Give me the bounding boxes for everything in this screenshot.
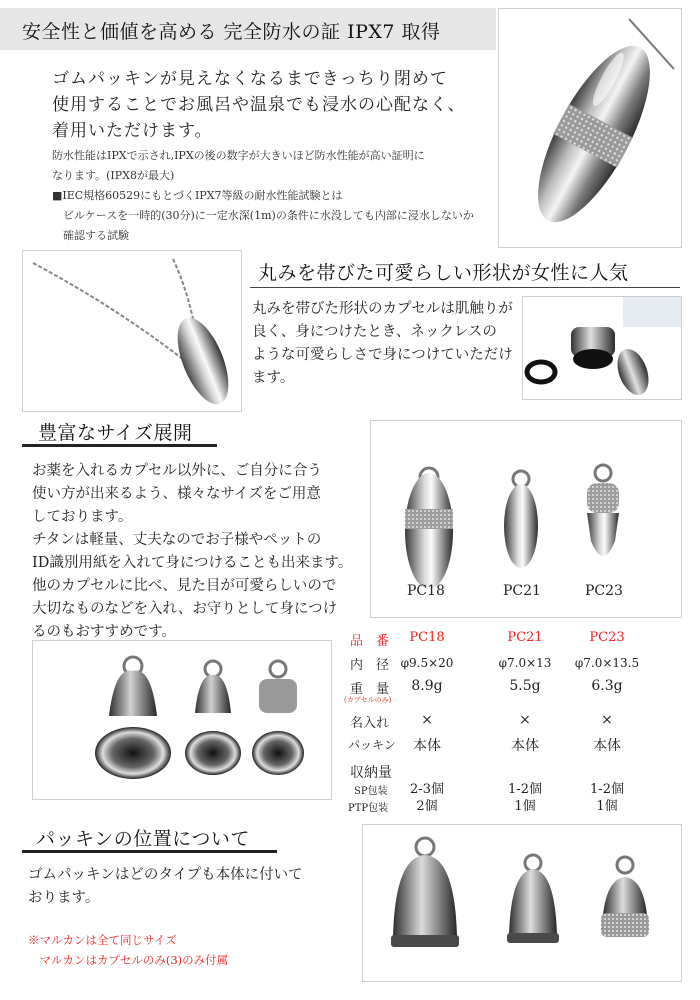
lead-line: ゴムパッキンが見えなくなるまできっちり閉めて bbox=[52, 69, 448, 89]
section4-notes bbox=[28, 930, 328, 970]
photo-label-pc18: PC18 bbox=[407, 583, 445, 599]
body-line: お薬を入れるカプセル以外に、ご自分に合う bbox=[32, 463, 322, 479]
note-line: 防水性能はIPXで示され,IPXの後の数字が大きいほど防水性能が高い証明に bbox=[52, 149, 425, 162]
spec-weight: 5.5g bbox=[509, 678, 541, 694]
section3-body bbox=[32, 460, 362, 644]
note-line: 確認する試験 bbox=[52, 229, 129, 242]
spec-sp: 1-2個 bbox=[590, 782, 624, 797]
spec-packing: 本体 bbox=[593, 738, 621, 754]
lead-line: 使用することでお風呂や温泉でも浸水の心配なく、 bbox=[52, 95, 466, 115]
spec-packing: 本体 bbox=[413, 738, 441, 754]
section2-body bbox=[252, 298, 527, 390]
body-line: チタンは軽量、丈夫なのでお子様やペットの bbox=[32, 532, 322, 548]
open-capsules-photo bbox=[32, 640, 332, 800]
section1-lead bbox=[52, 66, 482, 144]
spec-ptp: 1個 bbox=[514, 799, 536, 814]
body-line: 使い方が出来るよう、様々なサイズをご用意 bbox=[32, 486, 321, 502]
spec-name: × bbox=[519, 712, 531, 728]
spec-label-weight-sub: (カプセルのみ) bbox=[344, 696, 392, 704]
spec-label-name: 名入れ bbox=[350, 716, 390, 731]
body-line: ます。 bbox=[252, 370, 295, 386]
section3-heading: 豊富なサイズ展開 bbox=[38, 422, 193, 444]
spec-sp: 2-3個 bbox=[410, 782, 444, 797]
body-line: ような可愛らしさで身につけていただけ bbox=[252, 347, 513, 363]
necklace-photo bbox=[22, 250, 242, 412]
note-line: ※マルカンは全て同じサイズ bbox=[28, 933, 177, 947]
section4-heading: パッキンの位置について bbox=[36, 828, 250, 850]
spec-label-capacity: 収納量 bbox=[350, 765, 392, 781]
size-lineup-photo bbox=[370, 420, 682, 618]
photo-label-pc23: PC23 bbox=[585, 583, 623, 599]
lead-line: 着用いただけます。 bbox=[52, 121, 213, 141]
body-line: しております。 bbox=[32, 509, 133, 525]
body-line: おります。 bbox=[28, 890, 100, 906]
spec-label-model: 品 番 bbox=[350, 634, 390, 649]
spec-weight: 8.9g bbox=[411, 678, 443, 694]
spec-model-pc23: PC23 bbox=[589, 630, 625, 645]
spec-label-diameter: 内 径 bbox=[350, 658, 390, 673]
section4-body bbox=[28, 864, 328, 910]
capsule-open-photo bbox=[522, 296, 682, 400]
spec-model-pc21: PC21 bbox=[507, 630, 543, 645]
spec-ptp: 1個 bbox=[596, 799, 618, 814]
spec-ptp: 2個 bbox=[416, 799, 438, 814]
spec-diameter: φ9.5×20 bbox=[400, 656, 454, 670]
section2-underline bbox=[250, 287, 680, 288]
spec-diameter: φ7.0×13.5 bbox=[574, 656, 640, 670]
packing-position-photo bbox=[362, 824, 682, 982]
capsule-closeup-photo bbox=[498, 8, 682, 248]
spec-label-weight: 重 量 bbox=[350, 682, 390, 697]
body-line: 大切なものなどを入れ、お守りとして身につけ bbox=[32, 601, 338, 617]
note-line: ■IEC規格60529にもとづくIPX7等級の耐水性能試験とは bbox=[52, 189, 343, 202]
photo-label-pc21: PC21 bbox=[503, 583, 541, 599]
body-line: 良く、身につけたとき、ネックレスの bbox=[252, 324, 497, 340]
section2-heading: 丸みを帯びた可愛らしい形状が女性に人気 bbox=[258, 262, 629, 284]
section1-heading: 安全性と価値を高める 完全防水の証 IPX7 取得 bbox=[22, 21, 441, 43]
spec-label-packing: パッキン bbox=[348, 738, 396, 752]
spec-name: × bbox=[421, 712, 433, 728]
spec-name: × bbox=[601, 712, 613, 728]
body-line: るのもおすすめです。 bbox=[32, 624, 176, 640]
body-line: 他のカプセルに比べ、見た目が可愛らしいので bbox=[32, 578, 337, 594]
spec-sp: 1-2個 bbox=[508, 782, 542, 797]
section3-underline bbox=[22, 444, 217, 447]
body-line: ゴムパッキンはどのタイプも本体に付いて bbox=[28, 867, 303, 883]
note-line: ビルケースを一時的(30分)に一定水深(1m)の条件に水没しても内部に浸水しないか bbox=[52, 209, 474, 222]
spec-label-sp: SP包装 bbox=[354, 786, 388, 797]
spec-weight: 6.3g bbox=[591, 678, 623, 694]
spec-diameter: φ7.0×13 bbox=[498, 656, 552, 670]
spec-label-ptp: PTP包装 bbox=[348, 803, 389, 814]
spec-table bbox=[344, 628, 684, 818]
spec-packing: 本体 bbox=[511, 738, 539, 754]
note-line: マルカンはカプセルのみ(3)のみ付属 bbox=[28, 953, 229, 967]
spec-model-pc18: PC18 bbox=[409, 630, 445, 645]
section1-notes bbox=[52, 146, 492, 246]
body-line: 丸みを帯びた形状のカプセルは肌触りが bbox=[252, 301, 513, 317]
note-line: なります。(IPX8が最大) bbox=[52, 169, 175, 182]
body-line: ID識別用紙を入れて身につけることも出来ます。 bbox=[32, 555, 353, 571]
section4-underline bbox=[22, 850, 277, 853]
